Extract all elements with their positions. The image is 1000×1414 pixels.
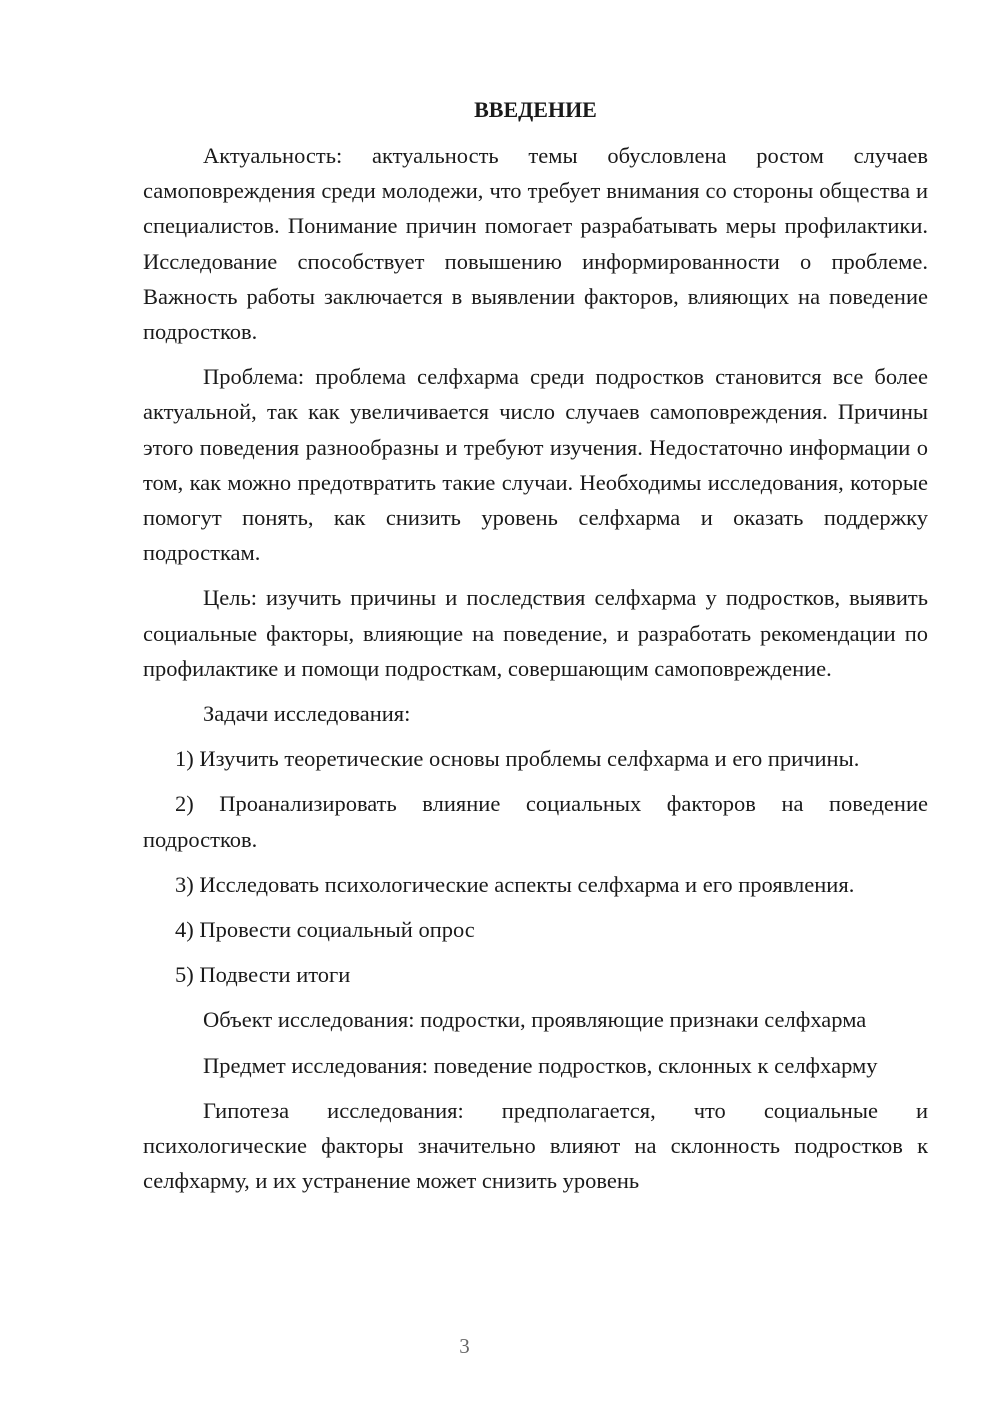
document-body: [143, 92, 928, 1208]
task-item: 2) Проанализировать влияние социальных факторов на поведение подростков.: [143, 791, 928, 852]
object-paragraph: Объект исследования: подростки, проявляющие признаки селфхарма: [203, 1007, 867, 1033]
page-number: 3: [459, 1334, 470, 1358]
task-item: 3) Исследовать психологические аспекты селфхарма и его проявления.: [175, 871, 855, 897]
relevance-paragraph: Актуальность: актуальность темы обусловлена ростом случаев самоповреждения среди молодежи, что требует внимания со стороны общества и специалистов. Понимание причин помогает разрабатывать меры профилактики. Исследование способствует повышению информированности о проблеме. Важность работы заключается в выявлении факторов, влияющих на поведение подростков.: [143, 143, 928, 345]
task-item: 4) Провести социальный опрос: [175, 917, 475, 943]
goal-paragraph: Цель: изучить причины и последствия селфхарма у подростков, выявить социальные факторы, влияющие на поведение, и разработать рекомендации по профилактике и помощи подросткам, совершающим самоповреждение.: [143, 585, 928, 681]
section-title: ВВЕДЕНИЕ: [474, 97, 597, 122]
problem-paragraph: Проблема: проблема селфхарма среди подростков становится все более актуальной, так как увеличивается число случаев самоповреждения. Причины этого поведения разнообразны и требуют изучения. Недостаточно информации о том, как можно предотвратить такие случаи. Необходимы исследования, которые помогут понять, как снизить уровень селфхарма и оказать поддержку подросткам.: [143, 364, 928, 566]
subject-paragraph: Предмет исследования: поведение подростков, склонных к селфхарму: [203, 1052, 878, 1078]
task-item: 5) Подвести итоги: [175, 962, 351, 988]
hypothesis-paragraph: Гипотеза исследования: предполагается, что социальные и психологические факторы значительно влияют на склонность подростков к селфхарму, и их устранение может снизить уровень: [143, 1097, 928, 1194]
task-item: 1) Изучить теоретические основы проблемы селфхарма и его причины.: [175, 746, 860, 772]
tasks-heading: Задачи исследования:: [203, 701, 411, 727]
